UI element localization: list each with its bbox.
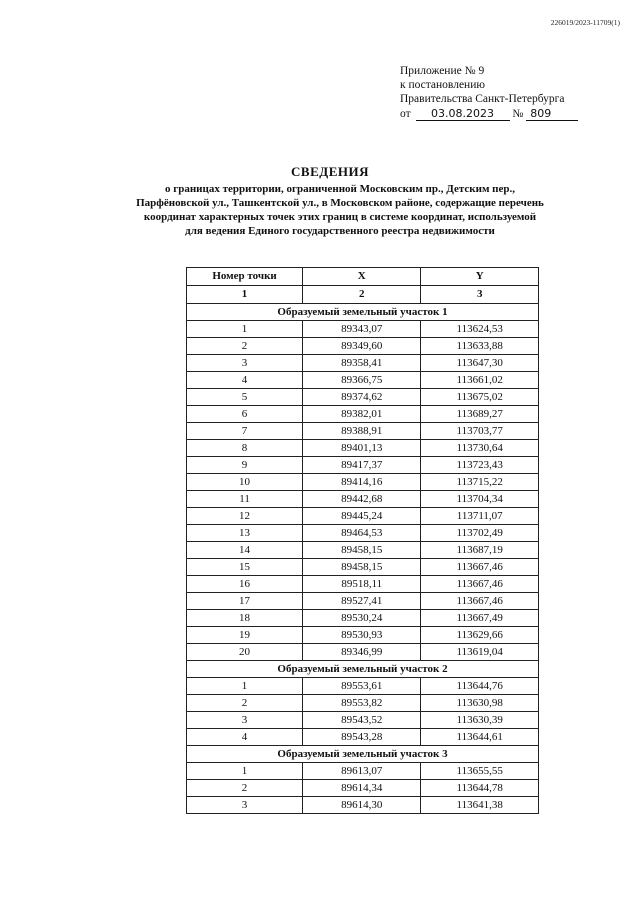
- x-coordinate-cell: 89613,07: [303, 763, 421, 780]
- table-row: [187, 338, 539, 355]
- y-coordinate-cell: 113619,04: [421, 644, 539, 661]
- table-row: [187, 440, 539, 457]
- header-y: Y: [421, 268, 539, 286]
- point-number-cell: 16: [187, 576, 303, 593]
- y-coordinate-cell: 113730,64: [421, 440, 539, 457]
- y-coordinate-cell: 113667,46: [421, 593, 539, 610]
- point-number-cell: 17: [187, 593, 303, 610]
- y-coordinate-cell: 113624,53: [421, 321, 539, 338]
- from-label: от: [400, 108, 411, 120]
- table-row: [187, 712, 539, 729]
- point-number-cell: 10: [187, 474, 303, 491]
- x-coordinate-cell: 89382,01: [303, 406, 421, 423]
- x-coordinate-cell: 89458,15: [303, 542, 421, 559]
- x-coordinate-cell: 89388,91: [303, 423, 421, 440]
- x-coordinate-cell: 89374,62: [303, 389, 421, 406]
- section-title: Образуемый земельный участок 3: [187, 746, 539, 763]
- x-coordinate-cell: 89543,52: [303, 712, 421, 729]
- appendix-block: [400, 64, 600, 121]
- x-coordinate-cell: 89349,60: [303, 338, 421, 355]
- table-row: [187, 695, 539, 712]
- point-number-cell: 20: [187, 644, 303, 661]
- point-number-cell: 3: [187, 797, 303, 814]
- point-number-cell: 4: [187, 372, 303, 389]
- table-row: [187, 576, 539, 593]
- y-coordinate-cell: 113675,02: [421, 389, 539, 406]
- y-coordinate-cell: 113661,02: [421, 372, 539, 389]
- section-header-row: [187, 746, 539, 763]
- section-header-row: [187, 661, 539, 678]
- appendix-date-line: [400, 107, 600, 121]
- table-row: [187, 729, 539, 746]
- table-row: [187, 508, 539, 525]
- y-coordinate-cell: 113723,43: [421, 457, 539, 474]
- point-number-cell: 1: [187, 321, 303, 338]
- point-number-cell: 13: [187, 525, 303, 542]
- point-number-cell: 3: [187, 355, 303, 372]
- appendix-title: Приложение № 9: [400, 65, 485, 77]
- point-number-cell: 2: [187, 695, 303, 712]
- x-coordinate-cell: 89458,15: [303, 559, 421, 576]
- x-coordinate-cell: 89346,99: [303, 644, 421, 661]
- document-subtitle: [90, 182, 590, 238]
- y-coordinate-cell: 113703,77: [421, 423, 539, 440]
- y-coordinate-cell: 113644,78: [421, 780, 539, 797]
- y-coordinate-cell: 113644,76: [421, 678, 539, 695]
- table-row: [187, 423, 539, 440]
- x-coordinate-cell: 89414,16: [303, 474, 421, 491]
- table-row: [187, 763, 539, 780]
- point-number-cell: 2: [187, 338, 303, 355]
- x-coordinate-cell: 89553,61: [303, 678, 421, 695]
- subtitle-line: Парфёновской ул., Ташкентской ул., в Московском районе, содержащие перечень: [136, 197, 544, 209]
- y-coordinate-cell: 113687,19: [421, 542, 539, 559]
- subtitle-line: координат характерных точек этих границ в системе координат, используемой: [143, 211, 537, 223]
- point-number-cell: 8: [187, 440, 303, 457]
- x-coordinate-cell: 89614,34: [303, 780, 421, 797]
- subtitle-line: для ведения Единого государственного реестра недвижимости: [185, 225, 495, 237]
- table-row: [187, 644, 539, 661]
- y-coordinate-cell: 113702,49: [421, 525, 539, 542]
- point-number-cell: 4: [187, 729, 303, 746]
- column-number: 3: [421, 286, 539, 304]
- x-coordinate-cell: 89527,41: [303, 593, 421, 610]
- column-number: 2: [303, 286, 421, 304]
- point-number-cell: 3: [187, 712, 303, 729]
- table-row: [187, 627, 539, 644]
- y-coordinate-cell: 113715,22: [421, 474, 539, 491]
- y-coordinate-cell: 113704,34: [421, 491, 539, 508]
- subtitle-line: о границах территории, ограниченной Московским пр., Детским пер.,: [164, 183, 516, 195]
- table-row: [187, 355, 539, 372]
- point-number-cell: 1: [187, 678, 303, 695]
- table-row: [187, 321, 539, 338]
- point-number-cell: 12: [187, 508, 303, 525]
- table-header-row: [187, 268, 539, 286]
- point-number-cell: 6: [187, 406, 303, 423]
- table-row: [187, 474, 539, 491]
- point-number-cell: 19: [187, 627, 303, 644]
- table-row: [187, 780, 539, 797]
- y-coordinate-cell: 113667,49: [421, 610, 539, 627]
- section-title: Образуемый земельный участок 2: [187, 661, 539, 678]
- point-number-cell: 15: [187, 559, 303, 576]
- y-coordinate-cell: 113630,39: [421, 712, 539, 729]
- table-body: [187, 304, 539, 814]
- appendix-resolution: к постановлению: [400, 79, 485, 91]
- x-coordinate-cell: 89417,37: [303, 457, 421, 474]
- y-coordinate-cell: 113667,46: [421, 559, 539, 576]
- table-row: [187, 593, 539, 610]
- document-title: СВЕДЕНИЯ: [291, 164, 369, 179]
- table-row: [187, 372, 539, 389]
- section-title: Образуемый земельный участок 1: [187, 304, 539, 321]
- point-number-cell: 14: [187, 542, 303, 559]
- header-x: X: [303, 268, 421, 286]
- x-coordinate-cell: 89614,30: [303, 797, 421, 814]
- x-coordinate-cell: 89442,68: [303, 491, 421, 508]
- x-coordinate-cell: 89530,24: [303, 610, 421, 627]
- table-row: [187, 491, 539, 508]
- y-coordinate-cell: 113641,38: [421, 797, 539, 814]
- header-point-number: Номер точки: [187, 268, 303, 286]
- x-coordinate-cell: 89530,93: [303, 627, 421, 644]
- appendix-government: Правительства Санкт-Петербурга: [400, 93, 565, 105]
- resolution-date: 03.08.2023: [416, 108, 510, 121]
- point-number-cell: 9: [187, 457, 303, 474]
- table-row: [187, 610, 539, 627]
- y-coordinate-cell: 113647,30: [421, 355, 539, 372]
- resolution-number: 809: [526, 108, 578, 121]
- table-row: [187, 389, 539, 406]
- point-number-cell: 18: [187, 610, 303, 627]
- y-coordinate-cell: 113667,46: [421, 576, 539, 593]
- x-coordinate-cell: 89343,07: [303, 321, 421, 338]
- document-id: 226019/2023-11709(1): [550, 18, 620, 27]
- table-row: [187, 797, 539, 814]
- point-number-cell: 5: [187, 389, 303, 406]
- section-header-row: [187, 304, 539, 321]
- column-number: 1: [187, 286, 303, 304]
- y-coordinate-cell: 113633,88: [421, 338, 539, 355]
- x-coordinate-cell: 89358,41: [303, 355, 421, 372]
- x-coordinate-cell: 89553,82: [303, 695, 421, 712]
- y-coordinate-cell: 113629,66: [421, 627, 539, 644]
- x-coordinate-cell: 89366,75: [303, 372, 421, 389]
- point-number-cell: 2: [187, 780, 303, 797]
- table-column-numbers-row: [187, 286, 539, 304]
- point-number-cell: 7: [187, 423, 303, 440]
- table-row: [187, 559, 539, 576]
- table-row: [187, 542, 539, 559]
- coordinates-table: [186, 267, 539, 814]
- point-number-cell: 1: [187, 763, 303, 780]
- table-row: [187, 406, 539, 423]
- y-coordinate-cell: 113644,61: [421, 729, 539, 746]
- x-coordinate-cell: 89464,53: [303, 525, 421, 542]
- x-coordinate-cell: 89518,11: [303, 576, 421, 593]
- x-coordinate-cell: 89445,24: [303, 508, 421, 525]
- y-coordinate-cell: 113655,55: [421, 763, 539, 780]
- point-number-cell: 11: [187, 491, 303, 508]
- number-label: №: [512, 108, 524, 120]
- y-coordinate-cell: 113711,07: [421, 508, 539, 525]
- table-row: [187, 678, 539, 695]
- table-row: [187, 457, 539, 474]
- x-coordinate-cell: 89401,13: [303, 440, 421, 457]
- table-row: [187, 525, 539, 542]
- y-coordinate-cell: 113630,98: [421, 695, 539, 712]
- x-coordinate-cell: 89543,28: [303, 729, 421, 746]
- y-coordinate-cell: 113689,27: [421, 406, 539, 423]
